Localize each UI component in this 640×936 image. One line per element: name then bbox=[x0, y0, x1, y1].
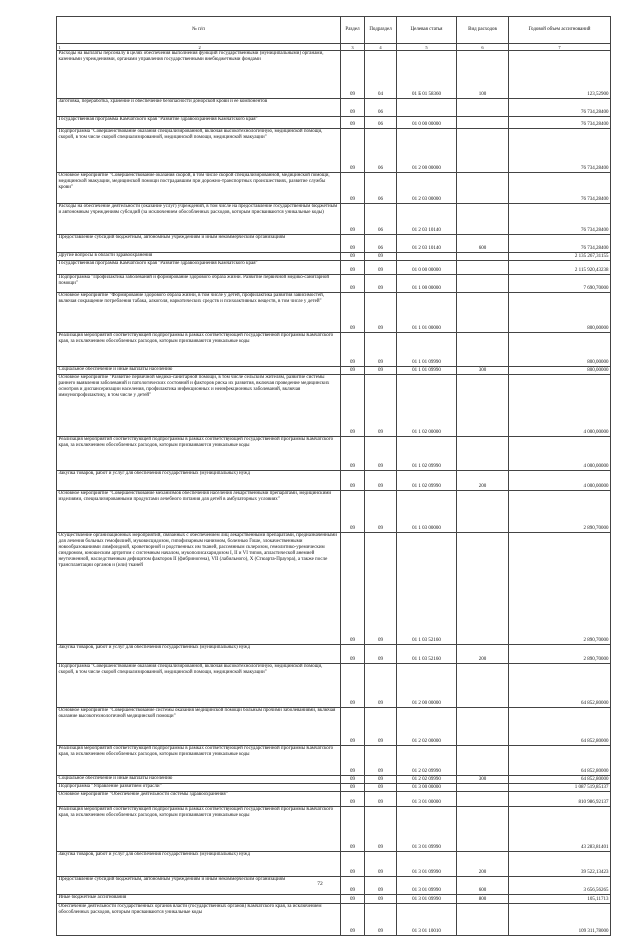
row-expense-type-cell: 600 bbox=[457, 235, 509, 253]
row-target-article-cell: 01 1 03 52160 bbox=[397, 533, 457, 645]
row-expense-type-cell: 200 bbox=[457, 471, 509, 491]
row-name-cell: Государственная программа Камчатского края "Развитие здравоохранения Камчатского края" bbox=[57, 117, 341, 129]
row-name-cell: Основное мероприятие "Формирование здорового образа жизни, в том числе у детей, профилактика развития зависимостей, включая сокращение потребления табака, алкоголя, наркотических средств и психоактивных веществ, в том числе у детей" bbox=[57, 293, 341, 333]
row-expense-type-cell bbox=[457, 333, 509, 367]
row-section-cell: 09 bbox=[341, 275, 365, 293]
row-name-cell: Иные бюджетные ассигнования bbox=[57, 895, 341, 904]
row-expense-type-cell: 200 bbox=[457, 645, 509, 664]
table-row bbox=[57, 173, 611, 204]
row-expense-type-cell: 300 bbox=[457, 776, 509, 784]
row-expense-type-cell bbox=[457, 253, 509, 261]
row-expense-type-cell bbox=[457, 204, 509, 235]
table-row bbox=[57, 117, 611, 129]
row-target-article-cell: 01 1 03 52160 bbox=[397, 645, 457, 664]
row-subsection-cell: 09 bbox=[365, 895, 397, 904]
row-section-cell: 09 bbox=[341, 776, 365, 784]
row-expense-type-cell bbox=[457, 491, 509, 533]
row-expense-type-cell bbox=[457, 664, 509, 708]
row-expense-type-cell bbox=[457, 904, 509, 936]
table-row bbox=[57, 261, 611, 275]
row-section-cell: 09 bbox=[341, 117, 365, 129]
row-section-cell: 09 bbox=[341, 253, 365, 261]
row-subsection-cell: 09 bbox=[365, 807, 397, 852]
column-number: 4 bbox=[365, 44, 397, 51]
row-expense-type-cell bbox=[457, 807, 509, 852]
row-sum-cell: 64 852,80000 bbox=[509, 776, 611, 784]
row-section-cell: 09 bbox=[341, 746, 365, 776]
row-sum-cell: 105,11713 bbox=[509, 895, 611, 904]
table-row bbox=[57, 807, 611, 852]
row-name-cell: Подпрограмма "Управление развитием отрасли" bbox=[57, 784, 341, 792]
row-target-article-cell: 01 1 02 09990 bbox=[397, 437, 457, 471]
row-sum-cell: 76 734,28400 bbox=[509, 99, 611, 117]
row-name-cell: Реализация мероприятий соответствующей подпрограммы в рамках соответствующей государственной программы Камчатского края, за исключением обособленных расходов, которым присваиваются уникальные коды bbox=[57, 807, 341, 852]
row-name-cell: Основное мероприятие "Совершенствование механизмов обеспечения населения лекарственными препаратами, медицинскими изделиями, специализированными продуктами лечебного питания для детей в амбулаторных условиях" bbox=[57, 491, 341, 533]
row-name-cell: Государственная программа Камчатского края "Развитие здравоохранения Камчатского края" bbox=[57, 261, 341, 275]
row-section-cell: 09 bbox=[341, 792, 365, 807]
row-name-cell: Подпрограмма "Совершенствование оказания специализированной, включая высокотехнологичную, медицинской помощи, скорой, в том числе скорой специализированной, медицинской помощи, медицинской эвакуации" bbox=[57, 129, 341, 173]
row-target-article-cell: 01 2 03 10140 bbox=[397, 204, 457, 235]
row-section-cell: 09 bbox=[341, 375, 365, 437]
row-name-cell: Основное мероприятие "Совершенствование системы оказания медицинской помощи больным прочими заболеваниями, включая оказание высокотехнологичной медицинской помощи" bbox=[57, 708, 341, 746]
row-name-cell: Расходы на обеспечение деятельности (оказание услуг) учреждений, в том числе на предоставление государственным бюджетным и автономным учреждениям субсидий (за исключением обособленных расходов, которым присваиваются уникальные коды) bbox=[57, 204, 341, 235]
table-row bbox=[57, 367, 611, 375]
column-number: 3 bbox=[341, 44, 365, 51]
row-expense-type-cell bbox=[457, 375, 509, 437]
column-number: 5 bbox=[397, 44, 457, 51]
row-name-cell: Закупка товаров, работ и услуг для обеспечения государственных (муниципальных) нужд bbox=[57, 645, 341, 664]
row-target-article-cell: 01 2 02 09990 bbox=[397, 746, 457, 776]
row-name-cell: Основное мероприятие "Обеспечение деятельности системы здравоохранения" bbox=[57, 792, 341, 807]
row-name-cell: Основное мероприятие "Совершенствование оказания скорой, в том числе скорой специализированной, медицинской помощи, медицинской эвакуации, медицинской помощи пострадавшим при дорожно-транспортных происшествиях, развитие службы крови" bbox=[57, 173, 341, 204]
row-subsection-cell: 09 bbox=[365, 877, 397, 895]
row-target-article-cell bbox=[397, 99, 457, 117]
row-name-cell: Реализация мероприятий соответствующей подпрограммы в рамках соответствующей государственной программы Камчатского края, за исключением обособленных расходов, которым присваиваются уникальные коды bbox=[57, 333, 341, 367]
row-section-cell: 09 bbox=[341, 784, 365, 792]
row-name-cell: Закупка товаров, работ и услуг для обеспечения государственных (муниципальных) нужд bbox=[57, 852, 341, 877]
row-name-cell: Закупка товаров, работ и услуг для обеспечения государственных (муниципальных) нужд bbox=[57, 471, 341, 491]
row-sum-cell: 1 087 519,85137 bbox=[509, 784, 611, 792]
row-expense-type-cell bbox=[457, 792, 509, 807]
row-expense-type-cell: 200 bbox=[457, 852, 509, 877]
row-expense-type-cell bbox=[457, 173, 509, 204]
row-sum-cell: 76 734,28400 bbox=[509, 173, 611, 204]
table-body bbox=[57, 51, 611, 936]
row-subsection-cell: 09 bbox=[365, 746, 397, 776]
header-name: № п/п bbox=[57, 17, 341, 44]
row-expense-type-cell bbox=[457, 746, 509, 776]
row-target-article-cell: 01 3 01 09990 bbox=[397, 807, 457, 852]
row-target-article-cell: 01 1 01 00000 bbox=[397, 293, 457, 333]
row-subsection-cell: 09 bbox=[365, 253, 397, 261]
table-row bbox=[57, 708, 611, 746]
budget-allocation-table bbox=[56, 16, 611, 936]
row-sum-cell: 4 000,00000 bbox=[509, 375, 611, 437]
table-row bbox=[57, 51, 611, 99]
row-target-article-cell: 01 1 03 00000 bbox=[397, 491, 457, 533]
row-section-cell: 09 bbox=[341, 645, 365, 664]
table-row bbox=[57, 491, 611, 533]
page-number: 72 bbox=[317, 881, 323, 887]
row-name-cell: Подпрограмма "Профилактика заболеваний и формирование здорового образа жизни. Развитие первичной медико-санитарной помощи" bbox=[57, 275, 341, 293]
row-subsection-cell: 06 bbox=[365, 173, 397, 204]
row-section-cell: 09 bbox=[341, 491, 365, 533]
row-sum-cell: 2 890,70000 bbox=[509, 645, 611, 664]
column-number-second: 2 bbox=[198, 44, 201, 50]
row-subsection-cell: 09 bbox=[365, 293, 397, 333]
table-row bbox=[57, 293, 611, 333]
row-sum-cell: 800,00000 bbox=[509, 333, 611, 367]
row-sum-cell: 7 690,70000 bbox=[509, 275, 611, 293]
row-subsection-cell: 06 bbox=[365, 235, 397, 253]
row-sum-cell: 43 283,81401 bbox=[509, 807, 611, 852]
row-expense-type-cell bbox=[457, 437, 509, 471]
row-sum-cell: 800,00000 bbox=[509, 293, 611, 333]
row-section-cell: 09 bbox=[341, 367, 365, 375]
row-target-article-cell: 01 1 02 09990 bbox=[397, 471, 457, 491]
row-expense-type-cell: 300 bbox=[457, 367, 509, 375]
table-row bbox=[57, 471, 611, 491]
row-expense-type-cell: 100 bbox=[457, 51, 509, 99]
row-target-article-cell bbox=[397, 253, 457, 261]
row-subsection-cell: 09 bbox=[365, 533, 397, 645]
row-sum-cell: 76 734,28400 bbox=[509, 129, 611, 173]
row-subsection-cell: 09 bbox=[365, 792, 397, 807]
row-sum-cell: 2 890,70000 bbox=[509, 491, 611, 533]
table-row bbox=[57, 333, 611, 367]
row-target-article-cell: 01 1 01 09990 bbox=[397, 333, 457, 367]
row-target-article-cell: 01 2 02 09990 bbox=[397, 776, 457, 784]
row-section-cell: 09 bbox=[341, 471, 365, 491]
row-sum-cell: 64 852,80000 bbox=[509, 664, 611, 708]
header-annual-sum: Годовой объем ассигнований bbox=[509, 17, 611, 44]
row-target-article-cell: 01 2 03 10140 bbox=[397, 235, 457, 253]
row-name-cell: Осуществление организационных мероприятий, связанных с обеспечением лиц лекарственными препаратами, предназначенными для лечения больных гемофилией, муковисцидозом, гипофизарным нанизмом, болезнью Гоше, злокачественными новообразованиями лимфоидной, кроветворной и родственных им тканей, рассеянным склерозом, гемолитико-уремическим синдромом, юношеским артритом с системным началом, мукополисахаридозом I, II и VI типов, апластической анемией неуточненной, наследственным дефицитом факторов II (фибриногена), VII (лабильного), X (Стюарта-Прауэра), а также после трансплантации органов и (или) тканей bbox=[57, 533, 341, 645]
row-target-article-cell: 01 0 00 00000 bbox=[397, 117, 457, 129]
table-row bbox=[57, 664, 611, 708]
row-name-cell: Социальное обеспечение и иные выплаты населению bbox=[57, 776, 341, 784]
row-target-article-cell: 01 3 01 00000 bbox=[397, 792, 457, 807]
row-expense-type-cell: 600 bbox=[457, 877, 509, 895]
row-sum-cell: 76 734,28400 bbox=[509, 117, 611, 129]
row-expense-type-cell bbox=[457, 99, 509, 117]
row-section-cell: 09 bbox=[341, 173, 365, 204]
row-sum-cell: 2 890,70000 bbox=[509, 533, 611, 645]
row-name-cell: Реализация мероприятий соответствующей подпрограммы в рамках соответствующей государственной программы Камчатского края, за исключением обособленных расходов, которым присваиваются уникальные коды bbox=[57, 746, 341, 776]
row-name-cell: Социальное обеспечение и иные выплаты населению bbox=[57, 367, 341, 375]
row-sum-cell: 3 656,56265 bbox=[509, 877, 611, 895]
row-section-cell: 09 bbox=[341, 129, 365, 173]
table-row bbox=[57, 253, 611, 261]
row-target-article-cell: 01 0 00 00000 bbox=[397, 261, 457, 275]
row-expense-type-cell bbox=[457, 117, 509, 129]
table-row bbox=[57, 129, 611, 173]
row-expense-type-cell bbox=[457, 708, 509, 746]
column-number: 6 bbox=[457, 44, 509, 51]
row-target-article-cell: 01 3 01 09990 bbox=[397, 852, 457, 877]
row-sum-cell: 2 115 920,43238 bbox=[509, 261, 611, 275]
row-sum-cell: 39 522,13423 bbox=[509, 852, 611, 877]
row-sum-cell: 810 986,92137 bbox=[509, 792, 611, 807]
row-sum-cell: 123,52900 bbox=[509, 51, 611, 99]
table-row bbox=[57, 792, 611, 807]
row-section-cell: 09 bbox=[341, 852, 365, 877]
row-section-cell: 09 bbox=[341, 235, 365, 253]
row-subsection-cell: 09 bbox=[365, 367, 397, 375]
row-name-cell: Предоставление субсидий бюджетным, автономным учреждениям и иным некоммерческим организациям bbox=[57, 877, 341, 895]
row-subsection-cell: 09 bbox=[365, 471, 397, 491]
table-row bbox=[57, 645, 611, 664]
row-sum-cell: 109 311,78000 bbox=[509, 904, 611, 936]
row-target-article-cell: 01 3 01 10010 bbox=[397, 904, 457, 936]
row-target-article-cell: 01 1 00 00000 bbox=[397, 275, 457, 293]
row-target-article-cell: 01 1 02 00000 bbox=[397, 375, 457, 437]
row-sum-cell: 64 852,80000 bbox=[509, 708, 611, 746]
table-row bbox=[57, 99, 611, 117]
row-subsection-cell: 06 bbox=[365, 129, 397, 173]
row-subsection-cell: 09 bbox=[365, 708, 397, 746]
row-name-cell: Предоставление субсидий бюджетным, автономным учреждениям и иным некоммерческим организациям bbox=[57, 235, 341, 253]
column-number: 7 bbox=[509, 44, 611, 51]
row-target-article-cell: 01 1 01 09990 bbox=[397, 367, 457, 375]
table-row bbox=[57, 784, 611, 792]
row-subsection-cell: 09 bbox=[365, 375, 397, 437]
row-target-article-cell: 01 2 00 00000 bbox=[397, 664, 457, 708]
row-expense-type-cell bbox=[457, 129, 509, 173]
row-subsection-cell: 06 bbox=[365, 117, 397, 129]
table-row bbox=[57, 235, 611, 253]
row-sum-cell: 800,00000 bbox=[509, 367, 611, 375]
row-expense-type-cell bbox=[457, 275, 509, 293]
row-sum-cell: 64 852,80000 bbox=[509, 746, 611, 776]
table-row bbox=[57, 375, 611, 437]
row-target-article-cell: 01 2 00 00000 bbox=[397, 129, 457, 173]
row-subsection-cell: 09 bbox=[365, 437, 397, 471]
row-subsection-cell: 09 bbox=[365, 904, 397, 936]
table-row bbox=[57, 776, 611, 784]
row-target-article-cell: 01 2 03 00000 bbox=[397, 173, 457, 204]
row-name-cell: Основное мероприятие "Развитие первичной медико-санитарной помощи, в том числе сельским жителям, развитие системы раннего выявления заболеваний и патологических состояний и факторов риска их развития, включая проведение медицинских осмотров и диспансеризации населения, профилактика инфекционных и неинфекционных заболеваний, включая иммунопрофилактику, в том числе у детей" bbox=[57, 375, 341, 437]
row-target-article-cell: 01 Б 01 58360 bbox=[397, 51, 457, 99]
table-row bbox=[57, 904, 611, 936]
table-row bbox=[57, 275, 611, 293]
row-name-cell: Реализация мероприятий соответствующей подпрограммы в рамках соответствующей государственной программы Камчатского края, за исключением обособленных расходов, которым присваиваются уникальные коды bbox=[57, 437, 341, 471]
row-section-cell: 09 bbox=[341, 904, 365, 936]
row-subsection-cell: 09 bbox=[365, 275, 397, 293]
row-subsection-cell: 09 bbox=[365, 852, 397, 877]
row-name-cell: Подпрограмма "Совершенствование оказания специализированной, включая высокотехнологичную, медицинской помощи, скорой, в том числе скорой специализированной, медицинской помощи, медицинской эвакуации" bbox=[57, 664, 341, 708]
header-section: Раздел bbox=[341, 17, 365, 44]
row-name-cell: Расходы на выплаты персоналу в целях обеспечения выполнения функций государственными (муниципальными) органами, казенными учреждениями, органами управления государственными внебюджетными фондами bbox=[57, 51, 341, 99]
table-row bbox=[57, 204, 611, 235]
row-target-article-cell: 01 2 02 00000 bbox=[397, 708, 457, 746]
table-row bbox=[57, 437, 611, 471]
row-sum-cell: 76 734,28400 bbox=[509, 204, 611, 235]
row-subsection-cell: 09 bbox=[365, 645, 397, 664]
row-expense-type-cell bbox=[457, 261, 509, 275]
row-subsection-cell: 04 bbox=[365, 51, 397, 99]
row-expense-type-cell bbox=[457, 293, 509, 333]
row-expense-type-cell bbox=[457, 533, 509, 645]
row-section-cell: 09 bbox=[341, 204, 365, 235]
table-row bbox=[57, 852, 611, 877]
row-target-article-cell: 01 3 00 00000 bbox=[397, 784, 457, 792]
row-section-cell: 09 bbox=[341, 664, 365, 708]
column-numbering-row bbox=[57, 44, 611, 51]
row-subsection-cell: 09 bbox=[365, 261, 397, 275]
row-expense-type-cell: 800 bbox=[457, 895, 509, 904]
row-section-cell: 09 bbox=[341, 708, 365, 746]
row-section-cell: 09 bbox=[341, 895, 365, 904]
row-subsection-cell: 09 bbox=[365, 784, 397, 792]
row-subsection-cell: 06 bbox=[365, 99, 397, 117]
row-sum-cell: 76 734,28400 bbox=[509, 235, 611, 253]
row-section-cell: 09 bbox=[341, 261, 365, 275]
row-section-cell: 09 bbox=[341, 533, 365, 645]
row-section-cell: 09 bbox=[341, 99, 365, 117]
row-subsection-cell: 09 bbox=[365, 776, 397, 784]
header-target-article: Целевая статья bbox=[397, 17, 457, 44]
table-row bbox=[57, 533, 611, 645]
row-subsection-cell: 09 bbox=[365, 333, 397, 367]
header-expense-type: Вид расходов bbox=[457, 17, 509, 44]
row-sum-cell: 2 135 267,31155 bbox=[509, 253, 611, 261]
row-section-cell: 09 bbox=[341, 877, 365, 895]
table-header-row bbox=[57, 17, 611, 44]
row-sum-cell: 4 000,00000 bbox=[509, 437, 611, 471]
row-name-cell: Обеспечение деятельности государственных органов власти (государственных органов) Камчатского края, за исключением обособленных расходов, которым присваиваются уникальные коды bbox=[57, 904, 341, 936]
column-number-first: 1 bbox=[58, 44, 61, 50]
row-subsection-cell: 09 bbox=[365, 491, 397, 533]
header-subsection: Подраздел bbox=[365, 17, 397, 44]
row-section-cell: 09 bbox=[341, 51, 365, 99]
table-row bbox=[57, 746, 611, 776]
table-row bbox=[57, 895, 611, 904]
row-name-cell: Другие вопросы в области здравоохранения bbox=[57, 253, 341, 261]
row-target-article-cell: 01 3 01 09990 bbox=[397, 877, 457, 895]
row-target-article-cell: 01 3 01 09990 bbox=[397, 895, 457, 904]
row-sum-cell: 4 000,00000 bbox=[509, 471, 611, 491]
row-section-cell: 09 bbox=[341, 437, 365, 471]
row-section-cell: 09 bbox=[341, 333, 365, 367]
row-name-cell: Заготовка, переработка, хранение и обеспечение безопасности донорской крови и ее компонентов bbox=[57, 99, 341, 117]
row-subsection-cell: 06 bbox=[365, 204, 397, 235]
row-expense-type-cell bbox=[457, 784, 509, 792]
row-section-cell: 09 bbox=[341, 293, 365, 333]
row-subsection-cell: 09 bbox=[365, 664, 397, 708]
column-number bbox=[57, 44, 341, 51]
row-section-cell: 09 bbox=[341, 807, 365, 852]
